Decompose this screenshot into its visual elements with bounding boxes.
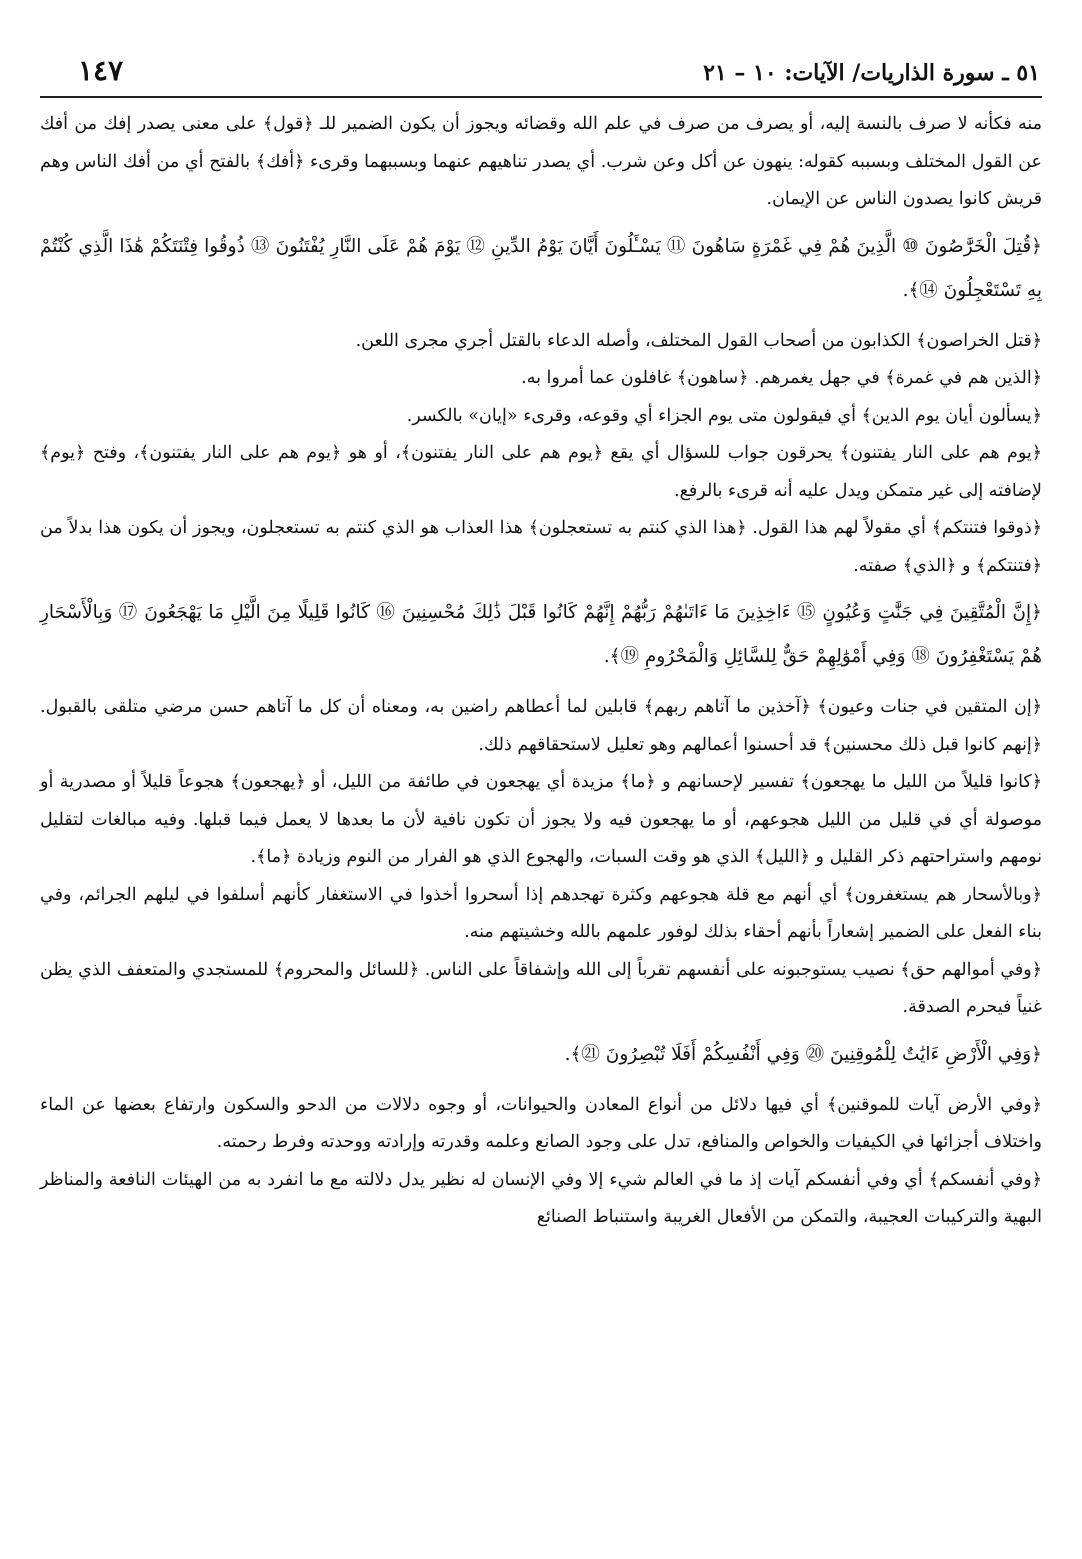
- paragraph-3: ﴿الذين هم في غمرة﴾ في جهل يغمرهم. ﴿ساهون﴾ غافلون عما أمروا به.: [521, 368, 1042, 388]
- page-number: ١٤٧: [78, 54, 124, 87]
- paragraph-12: ﴿وفي أنفسكم﴾ أي وفي أنفسكم آيات إذ ما في العالم شيء إلا وفي الإنسان له نظير يدل دلالته مع ما انفرد به من الهيئات النافعة والمناظر البهية والتركيبات العجيبة، والتمكن من الأفعال الغريبة واستنباط الصنائع: [40, 1169, 1042, 1227]
- verse-block-1: ﴿قُتِلَ الْخَرَّٰصُونَ ⑩ الَّذِينَ هُمْ فِي غَمْرَةٍ سَاهُونَ ⑪ يَسْـَٔلُونَ أَيَّانَ يَوْمُ الدِّينِ ⑫ يَوْمَ هُمْ عَلَى النَّارِ يُفْتَنُونَ ⑬ ذُوقُوا فِتْنَتَكُمْ هَٰذَا الَّذِي كُنْتُمْ بِهِ تَسْتَعْجِلُونَ ⑭﴾.: [40, 235, 1042, 301]
- paragraph-11: ﴿وفي الأرض آيات للموقنين﴾ أي فيها دلائل من أنواع المعادن والحيوانات، أو وجوه دلالات من الدحو والسكون وارتفاع بعضها عن الماء واختلاف أجزائها في الكيفيات والخواص والمنافع، تدل على وجود الصانع وعلمه وقدرته وإرادته ووحدته وفرط رحمته.: [40, 1094, 1042, 1152]
- paragraph-7: ﴿إن المتقين في جنات وعيون﴾ ﴿آخذين ما آتاهم ربهم﴾ قابلين لما أعطاهم راضين به، ومعناه أن كل ما آتاهم حسن مرضي متلقى بالقبول. ﴿إنهم كانوا قبل ذلك محسنين﴾ قد أحسنوا أعمالهم وهو تعليل لاستحقاقهم ذلك.: [40, 697, 1042, 755]
- paragraph-2: ﴿قتل الخراصون﴾ الكذابون من أصحاب القول المختلف، وأصله الدعاء بالقتل أجري مجرى اللعن.: [355, 330, 1042, 351]
- paragraph-5: ﴿يوم هم على النار يفتنون﴾ يحرقون جواب للسؤال أي يقع ﴿يوم هم على النار يفتنون﴾، أو هو ﴿يوم هم على النار يفتنون﴾، وفتح ﴿يوم﴾ لإضافته إلى غير متمكن ويدل عليه أنه قرىء بالرفع.: [40, 443, 1042, 501]
- page-header: [40, 50, 1042, 90]
- paragraph-6: ﴿ذوقوا فتنتكم﴾ أي مقولاً لهم هذا القول. ﴿هذا الذي كنتم به تستعجلون﴾ هذا العذاب هو الذي كنتم به تستعجلون، ويجوز أن يكون هذا بدلاً من ﴿فتنتكم﴾ و ﴿الذي﴾ صفته.: [40, 518, 1042, 576]
- header-rule: [40, 96, 1042, 98]
- verse-block-2: ﴿إِنَّ الْمُتَّقِينَ فِي جَنَّٰتٍ وَعُيُونٍ ⑮ ءَاخِذِينَ مَا ءَاتَىٰهُمْ رَبُّهُمْ إِنَّهُمْ كَانُوا قَبْلَ ذَٰلِكَ مُحْسِنِينَ ⑯ كَانُوا قَلِيلًا مِنَ الَّيْلِ مَا يَهْجَعُونَ ⑰ وَبِالْأَسْحَارِ هُمْ يَسْتَغْفِرُونَ ⑱ وَفِي أَمْوَٰلِهِمْ حَقٌّ لِلسَّائِلِ وَالْمَحْرُومِ ⑲﴾.: [40, 602, 1042, 667]
- paragraph-4: ﴿يسألون أيان يوم الدين﴾ أي فيقولون متى يوم الجزاء أي وقوعه، وقرىء «إيان» بالكسر.: [406, 405, 1042, 426]
- running-title: ٥١ ـ سورة الذاريات/ الآيات: ١٠ – ٢١: [703, 60, 1040, 86]
- paragraph-1: منه فكأنه لا صرف بالنسة إليه، أو يصرف من صرف في علم الله وقضائه ويجوز أن يكون الضمير للـ ﴿قول﴾ على معنى يصدر إفك من أفك عن القول المختلف وبسببه كقوله: ينهون عن أكل وعن شرب. أي يصدر تناهيهم عنهما وبسببهما وقرىء ﴿أفك﴾ بالفتح أي من أفك الناس وهم قريش كانوا يصدون الناس عن الإيمان.: [40, 114, 1042, 209]
- paragraph-9: ﴿وبالأسحار هم يستغفرون﴾ أي أنهم مع قلة هجوعهم وكثرة تهجدهم إذا أسحروا أخذوا في الاستغفار كأنهم أسلفوا في ليلهم الجرائم، وفي بناء الفعل على الضمير إشعاراً بأنهم أحقاء بذلك لوفور علمهم بالله وخشيتهم منه.: [40, 884, 1042, 942]
- paragraph-10: ﴿وفي أموالهم حق﴾ نصيب يستوجبونه على أنفسهم تقرباً إلى الله وإشفاقاً على الناس. ﴿للسائل والمحروم﴾ للمستجدي والمتعفف الذي يظن غنياً فيحرم الصدقة.: [40, 959, 1042, 1017]
- paragraph-8: ﴿كانوا قليلاً من الليل ما يهجعون﴾ تفسير لإحسانهم و ﴿ما﴾ مزيدة أي يهجعون في طائفة من الليل، أو ﴿يهجعون﴾ هجوعاً قليلاً أو مصدرية أو موصولة أي في قليل من الليل هجوعهم، أو ما يهجعون فيه ولا يجوز أن تكون نافية لأن ما بعدها لا يعمل فيما قبلها. وفيه مبالغات لتقليل نومهم واستراحتهم ذكر القليل و ﴿الليل﴾ الذي هو وقت السبات، والهجوع الذي هو الفرار من النوم وزيادة ﴿ما﴾.: [40, 772, 1042, 867]
- page-body: [40, 106, 1042, 1237]
- verse-block-3: ﴿وَفِي الْأَرْضِ ءَايَٰتٌ لِلْمُوقِنِينَ ⑳ وَفِي أَنْفُسِكُمْ أَفَلَا تُبْصِرُونَ ㉑﴾.: [564, 1043, 1042, 1065]
